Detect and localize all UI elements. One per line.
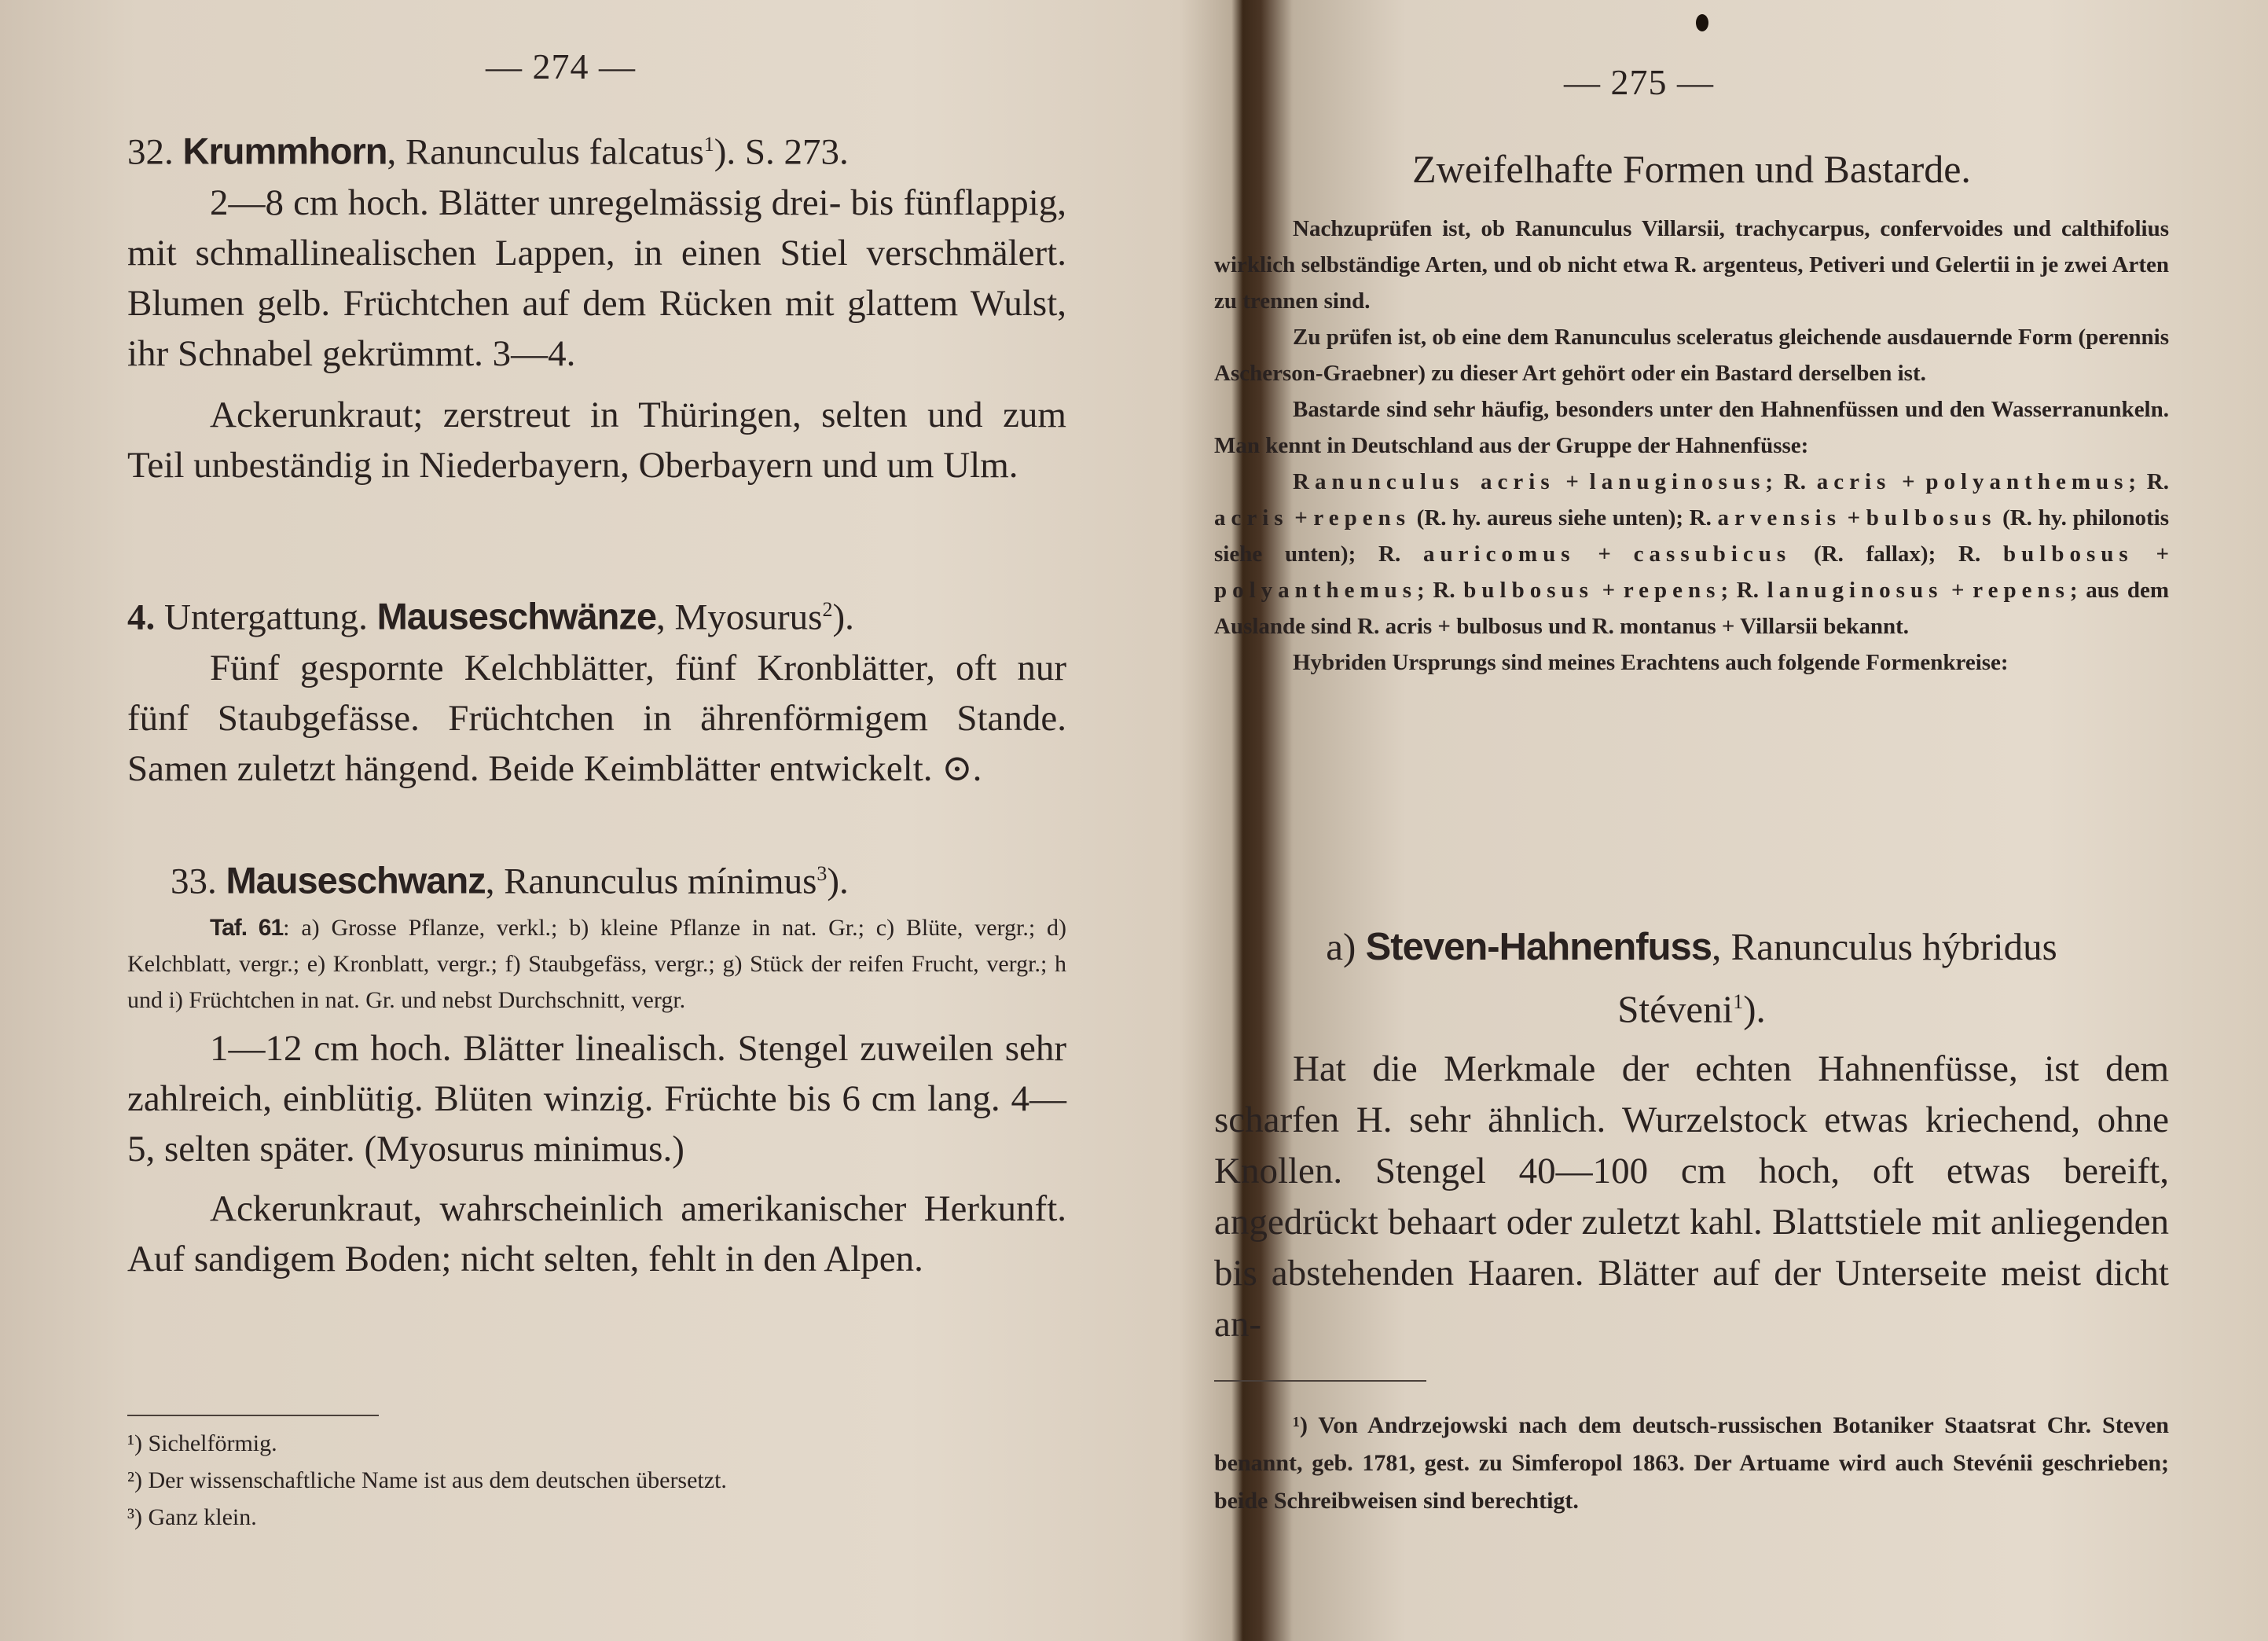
right-page: [1179, 0, 2268, 1641]
hybrid-separator: +: [1593, 578, 1624, 603]
hybrid-separator: ; R.: [1417, 578, 1464, 603]
page-number: — 274 —: [486, 46, 636, 86]
species-name: Krummhorn: [182, 130, 387, 172]
species-description: 1—12 cm hoch. Blätter linealisch. Stengel zuweilen sehr zahlreich, einblütig. Blüten winzig. Früchte bis 6 cm lang. 4—5, selten später. (Myosurus minimus.): [127, 1027, 1066, 1169]
footnote-rule: [1214, 1380, 1426, 1382]
hybrid-parent-name: lanuginosus: [1589, 469, 1766, 494]
footnote-text: Sichelförmig.: [148, 1430, 277, 1456]
paragraph-2: Zu prüfen ist, ob eine dem Ranunculus sceleratus gleichende ausdauernde Form (perennis Ascherson-Graebner) zu dieser Art gehört oder ein Bastard derselben ist.: [1214, 325, 2169, 386]
subgenus-entry: [127, 585, 1066, 794]
notes-block: [1214, 211, 2169, 681]
footnote-mark: ³): [127, 1504, 142, 1530]
footnote-3: [127, 1499, 1066, 1536]
footnote-mark: ²): [127, 1467, 142, 1493]
subsection-latin: , Ranunculus hýbridus: [1712, 925, 2057, 968]
hybrid-separator: +: [1288, 505, 1314, 530]
species-habitat: Ackerunkraut; zerstreut in Thüringen, selten und zum Teil unbeständig in Niederbayern, Oberbayern und um Ulm.: [127, 394, 1066, 486]
hybrid-separator: ; aus dem Auslande sind R. acris + bulbosus und R. montanus + Villarsii bekannt.: [1214, 578, 2169, 639]
hybrid-parent-name: cassubicus: [1633, 541, 1792, 567]
hybrid-separator: (R. hy. philonotis siehe unten); R.: [1214, 505, 2169, 567]
species-tail: ).: [827, 861, 849, 902]
hybrid-separator: ; R.: [1765, 469, 1817, 494]
hybrid-parent-name: bulbosus: [2003, 541, 2134, 567]
print-speck: [1696, 14, 1708, 31]
species-33-entry: [127, 849, 1066, 1284]
species-description: 2—8 cm hoch. Blätter unregelmässig drei- bis fünflappig, mit schmallinealischen Lappen, in einen Stiel verschmälert. Blumen gelb. Früchtchen auf dem Rücken mit glattem Wulst, ihr Schnabel gekrümmt. 3—4.: [127, 182, 1066, 374]
paragraph-1: Nachzuprüfen ist, ob Ranunculus Villarsii, trachycarpus, confervoides und calthifolius wirklich selbständige Arten, und ob nicht etwa R. argenteus, Petiveri und Gelertii in je zwei Arten zu trennen sind.: [1214, 216, 2169, 314]
footnote-text: Der wissenschaftliche Name ist aus dem deutschen übersetzt.: [148, 1467, 727, 1493]
hybrid-separator: (R. fallax); R.: [1791, 541, 2004, 567]
footnote-1: [127, 1425, 1066, 1462]
hybrid-parent-name: polyanthemus: [1214, 578, 1418, 603]
footnote: [1214, 1407, 2169, 1520]
hybrid-parent-name: repens: [1313, 505, 1411, 530]
annual-symbol: ⊙.: [941, 747, 982, 789]
footnote-ref: 3: [817, 862, 828, 885]
footnote-ref: 1: [1733, 990, 1744, 1013]
footnote-ref: 2: [822, 598, 833, 621]
hybrid-parent-name: repens: [1623, 578, 1721, 603]
plate-caption: [127, 910, 1066, 1019]
plate-text: : a) Grosse Pflanze, verkl.; b) kleine Pflanze in nat. Gr.; c) Blüte, vergr.; d) Kelchblatt, vergr.; e) Kronblatt, vergr.; f) Staubgefäss, vergr.; g) Stück der reifen Frucht, vergr.; h und i) Früchtchen in nat. Gr. und nebst Durchschnitt, vergr.: [127, 914, 1067, 1013]
footnote-2: [127, 1462, 1066, 1499]
description-text: Hat die Merkmale der echten Hahnenfüsse, ist dem scharfen H. sehr ähnlich. Wurzelstock etwas kriechend, ohne Knollen. Stengel 40—100 cm hoch, oft etwas bereift, angedrückt behaart oder zuletzt kahl. Blattstiele mit anliegenden bis abstehenden Haaren. Blätter auf der Unterseite meist dicht an-: [1214, 1048, 2169, 1345]
species-tail: ). S. 273.: [714, 131, 849, 173]
hybrid-separator: +: [1841, 505, 1866, 530]
footnote-1: [1214, 1407, 2169, 1520]
subsection-tail: ).: [1743, 987, 1766, 1031]
plate-label: Taf. 61: [210, 914, 284, 941]
description: [1214, 1044, 2169, 1350]
hybrid-separator: (R. hy. aureus siehe unten); R.: [1411, 505, 1718, 530]
paragraph-3: Bastarde sind sehr häufig, besonders unter den Hahnenfüssen und den Wasserranunkeln. Man kennt in Deutschland aus der Gruppe der Hahnenfüsse:: [1214, 397, 2169, 458]
hybrid-parent-name: acris: [1214, 505, 1289, 530]
subgenus-tail: ).: [832, 597, 854, 638]
subsection-latin-2: Stéveni: [1617, 987, 1734, 1031]
subgenus-text: Fünf gespornte Kelchblätter, fünf Kronblätter, oft nur fünf Staubgefässe. Früchtchen in ährenförmigem Stande. Samen zuletzt hängend. Beide Keimblätter entwickelt.: [127, 647, 1066, 789]
species-latin: , Ranunculus falcatus: [387, 131, 704, 173]
subgenus-latin: , Myosurus: [655, 597, 823, 638]
section-heading: Zweifelhafte Formen und Bastarde.: [1412, 147, 1971, 191]
species-number: 33.: [171, 861, 217, 902]
hybrid-parent-name: auricomus: [1423, 541, 1576, 567]
subgenus-number: 4.: [127, 597, 156, 638]
hybrid-list: [1214, 464, 2169, 644]
species-habitat: Ackerunkraut, wahrscheinlich amerikanischer Herkunft. Auf sandigem Boden; nicht selten, fehlt in den Alpen.: [127, 1188, 1066, 1279]
hybrid-separator: +: [1891, 469, 1926, 494]
species-number: 32.: [127, 131, 174, 173]
hybrid-separator: ; R.: [2128, 469, 2170, 494]
page-number: — 275 —: [1564, 62, 1714, 102]
hybrid-parent-name: bulbosus: [1463, 578, 1594, 603]
hybrid-separator: +: [1943, 578, 1973, 603]
hybrid-parent-name: arvensis: [1717, 505, 1841, 530]
paragraph-5: Hybriden Ursprungs sind meines Erachtens auch folgende Formenkreise:: [1293, 650, 2009, 675]
footnote-ref: 1: [703, 133, 714, 156]
footnote-mark: ¹): [127, 1430, 142, 1456]
hybrid-separator: ; R.: [1720, 578, 1767, 603]
subsection-heading: [1214, 920, 2169, 1037]
species-32-entry: [127, 119, 1066, 490]
footnote-text: Ganz klein.: [148, 1504, 257, 1530]
hybrid-parent-name: Ranunculus acris: [1293, 469, 1555, 494]
hybrid-separator: +: [1554, 469, 1590, 494]
hybrid-separator: +: [2133, 541, 2169, 567]
hybrid-parent-name: bulbosus: [1866, 505, 1997, 530]
hybrid-parent-name: repens: [1973, 578, 2070, 603]
footnote-text: Von Andrzejowski nach dem deutsch-russischen Botaniker Staatsrat Chr. Steven benannt, geb. 1781, gest. zu Simferopol 1863. Der Artuame wird auch Stevénii geschrieben; beide Schreibweisen sind berechtigt.: [1214, 1412, 2169, 1514]
species-latin: , Ranunculus mínimus: [485, 861, 817, 902]
subgenus-name: Mauseschwänze: [376, 595, 656, 637]
subgenus-description: [127, 643, 1066, 794]
footnote-mark: ¹): [1293, 1412, 1308, 1438]
hybrid-parent-name: acris: [1816, 469, 1892, 494]
hybrid-separator: +: [1575, 541, 1634, 567]
hybrid-parent-name: polyanthemus: [1925, 469, 2129, 494]
subgenus-label: Untergattung.: [164, 597, 368, 638]
hybrid-parent-name: lanuginosus: [1767, 578, 1943, 603]
species-name: Mauseschwanz: [226, 859, 486, 901]
footnotes: [127, 1425, 1066, 1536]
subsection-name: Steven-Hahnenfuss: [1365, 926, 1712, 968]
footnote-rule: [127, 1415, 379, 1416]
subsection-letter: a): [1326, 925, 1356, 968]
